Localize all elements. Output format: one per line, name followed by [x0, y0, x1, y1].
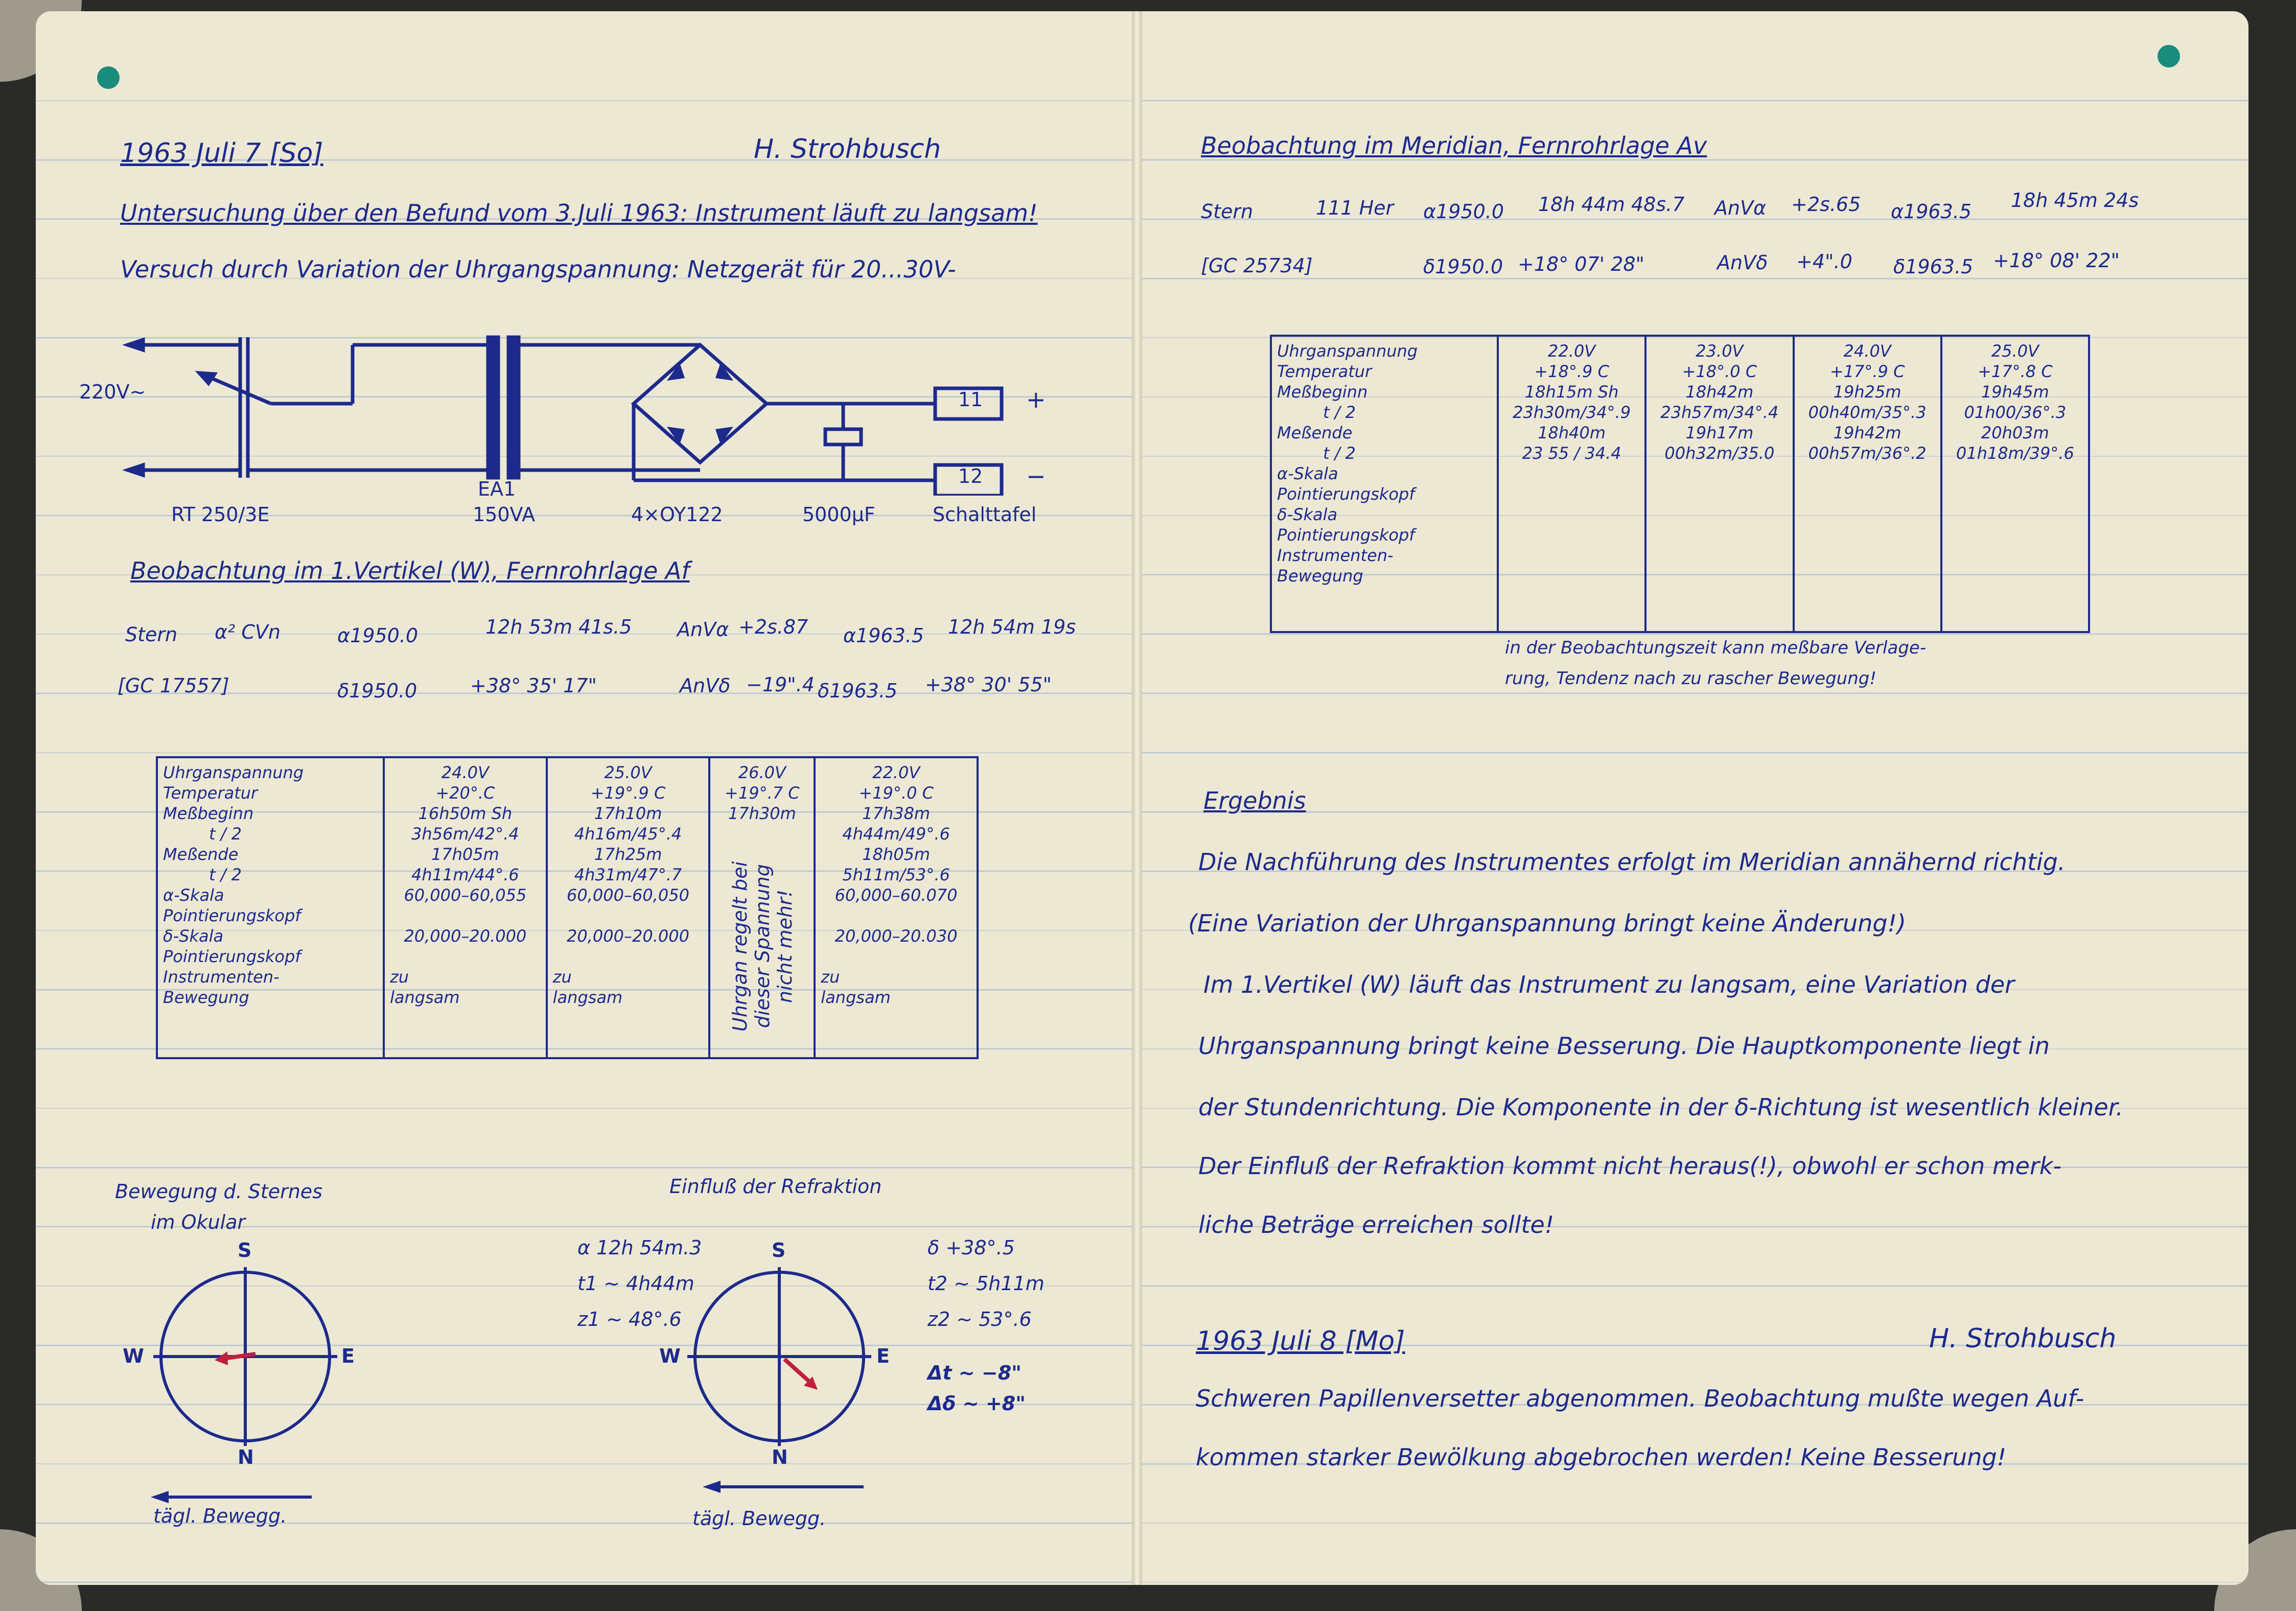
cell-voltage: 22.0V [1548, 341, 1596, 361]
label-start: Meßbeginn [163, 804, 254, 823]
refraction-circle-diagram [662, 1236, 897, 1472]
entry-date: 1963 Juli 7 [So] [120, 138, 323, 169]
entry2-line-2: kommen starker Bewölkung abgebrochen werden! Keine Besserung! [1196, 1443, 2007, 1471]
r-delta-1950-value: +18° 07' 28" [1518, 253, 1644, 275]
diagram2-alpha: α 12h 54m.3 [577, 1236, 702, 1259]
cell-delta: 20,000–20.000 [404, 926, 527, 946]
eyepiece-circle-diagram [128, 1236, 363, 1472]
cell-move-1: zu [390, 967, 409, 987]
diagram1-north: N [238, 1446, 254, 1468]
right-table-col-2 [1645, 336, 1793, 632]
r-delta-1950-label: δ1950.0 [1423, 255, 1503, 278]
gc-label: [GC 17557] [118, 674, 229, 697]
r-alpha-1963-label: α1963.5 [1891, 200, 1972, 223]
circuit-box-12: 12 [958, 465, 983, 487]
cell-move-2: langsam [821, 988, 891, 1007]
diagram2-west: W [659, 1345, 681, 1367]
alpha-1950-label: α1950.0 [337, 624, 419, 647]
label-end-t2: t / 2 [209, 865, 242, 884]
cell-alpha: 60,000–60.070 [834, 885, 958, 905]
book-spine [1132, 11, 1142, 1585]
cell-end: 18h05m [862, 845, 931, 864]
entry2-line-1: Schweren Papillenversetter abgenommen. Beobachtung mußte wegen Auf- [1196, 1385, 2084, 1412]
cell-end: 19h42m [1833, 423, 1901, 442]
left-table-col-1 [384, 757, 547, 1058]
circuit-box-11: 11 [958, 388, 983, 411]
result-line-4: Uhrganspannung bringt keine Besserung. Die Hauptkomponente liegt in [1198, 1032, 2050, 1060]
alpha-1950-value: 12h 53m 41s.5 [485, 616, 632, 638]
cell-start: 17h38m [862, 804, 931, 823]
cell-start-t2: 00h40m/35°.3 [1808, 403, 1927, 422]
circuit-input-label: 220V~ [79, 381, 146, 403]
label-alpha-scale: α-Skala [163, 885, 224, 905]
r-alpha-1963-value: 18h 45m 24s [2011, 189, 2139, 212]
right-table-col-4 [1941, 336, 2089, 632]
cell-temp: +17°.9 C [1829, 362, 1905, 381]
label-delta-head: Pointierungskopf [163, 947, 301, 966]
r-anv-alpha-value: +2s.65 [1791, 193, 1861, 216]
label-movement: Bewegung [1277, 566, 1363, 586]
circuit-diagram [112, 327, 1058, 496]
cell-voltage: 26.0V [738, 763, 786, 782]
left-table-labels [157, 757, 384, 1058]
daily-motion-arrow-2 [700, 1477, 869, 1497]
result-line-1: Die Nachführung des Instrumentes erfolgt im Meridian annähernd richtig. [1198, 848, 2066, 876]
cell-move-1: zu [821, 967, 840, 987]
delta-1950-value: +38° 35' 17" [470, 674, 597, 697]
cell-start-t2: 01h00/36°.3 [1964, 403, 2067, 422]
left-observation-table [156, 756, 979, 1059]
diagram2-arrow-label: tägl. Bewegg. [692, 1507, 826, 1530]
r-delta-1963-label: δ1963.5 [1893, 255, 1974, 278]
left-table-col-4 [815, 757, 978, 1058]
cell-alpha: 60,000–60,050 [567, 885, 689, 905]
anv-delta-value: −19".4 [746, 673, 815, 696]
r-anv-delta-label: AnVδ [1717, 251, 1768, 274]
cell-start-t2: 23h57m/34°.4 [1660, 403, 1779, 422]
cell-end: 17h05m [431, 845, 499, 864]
label-alpha-head: Pointierungskopf [1277, 484, 1415, 504]
result-line-5: der Stundenrichtung. Die Komponente in der δ-Richtung ist wesentlich kleiner. [1198, 1093, 2124, 1121]
cell-delta: 20,000–20.000 [567, 926, 689, 946]
cell-voltage: 25.0V [1991, 341, 2039, 361]
circuit-plus: + [1026, 386, 1046, 413]
circuit-part-transformer: RT 250/3E [171, 503, 270, 526]
diagram2-title: Einfluß der Refraktion [669, 1175, 882, 1198]
cell-start: 18h42m [1685, 382, 1754, 402]
cell-temp: +18°.9 C [1534, 362, 1609, 381]
cell-voltage: 25.0V [604, 763, 652, 782]
circuit-minus: − [1026, 462, 1046, 490]
cell-note-vertical: Uhrgan regelt bei dieser Spannung nicht mehr! [729, 861, 797, 1032]
circuit-part-capacitor: 5000µF [802, 503, 875, 526]
label-start-t2: t / 2 [1323, 403, 1356, 422]
label-start: Meßbeginn [1277, 382, 1368, 402]
entry2-date: 1963 Juli 8 [Mo] [1196, 1326, 1405, 1357]
circuit-part-panel: Schalttafel [933, 503, 1037, 526]
cell-alpha: 60,000–60,055 [404, 885, 527, 905]
right-table-labels [1271, 336, 1498, 632]
cell-temp: +20°.C [435, 783, 495, 803]
cell-start-t2: 4h44m/49°.6 [842, 824, 950, 844]
pin-left [97, 66, 120, 89]
cell-end-t2: 4h31m/47°.7 [574, 865, 682, 884]
star-label: Stern [125, 623, 178, 646]
left-table-col-3 [709, 757, 815, 1058]
r-alpha-1950-label: α1950.0 [1423, 200, 1504, 223]
entry-line-2: Versuch durch Variation der Uhrgangspannung: Netzgerät für 20...30V- [120, 255, 956, 283]
label-end-t2: t / 2 [1323, 443, 1356, 463]
label-end: Meßende [1277, 423, 1353, 442]
cell-start-t2: 3h56m/42°.4 [411, 824, 519, 844]
diagram2-south: S [772, 1239, 786, 1262]
meridian-title: Beobachtung im Meridian, Fernrohrlage Av [1201, 132, 1707, 159]
label-delta-scale: δ-Skala [163, 926, 224, 946]
label-voltage: Uhrganspannung [163, 763, 304, 782]
entry-author: H. Strohbusch [754, 134, 941, 165]
label-movement: Bewegung [163, 988, 249, 1007]
diagram2-dt: Δt ~ −8" [927, 1362, 1022, 1384]
delta-1950-label: δ1950.0 [337, 680, 418, 702]
diagram2-z2: z2 ~ 53°.6 [927, 1308, 1032, 1330]
circuit-part-diodes: 4×OY122 [631, 503, 723, 526]
cell-voltage: 24.0V [441, 763, 489, 782]
label-voltage: Uhrganspannung [1277, 341, 1418, 361]
result-line-2: (Eine Variation der Uhrganspannung bringt keine Änderung!) [1188, 909, 1906, 937]
pin-right [2158, 45, 2180, 67]
diagram1-west: W [123, 1345, 144, 1367]
label-delta-head: Pointierungskopf [1277, 525, 1415, 545]
cell-start: 18h15m Sh [1524, 382, 1619, 402]
right-table-note-1: in der Beobachtungszeit kann meßbare Verlage- [1505, 638, 1927, 658]
cell-end-t2: 00h57m/36°.2 [1808, 443, 1927, 463]
cell-move-2: langsam [390, 988, 460, 1007]
r-delta-1963-value: +18° 08' 22" [1993, 249, 2120, 272]
diagram2-north: N [772, 1446, 788, 1468]
cell-temp: +18°.0 C [1682, 362, 1757, 381]
delta-1963-value: +38° 30' 55" [925, 673, 1052, 696]
anv-alpha-label: AnVα [677, 618, 729, 641]
right-table-col-1 [1498, 336, 1645, 632]
cell-end: 17h25m [594, 845, 662, 864]
cell-end: 20h03m [1981, 423, 2049, 442]
cell-end-t2: 5h11m/53°.6 [842, 865, 950, 884]
diagram1-arrow-label: tägl. Bewegg. [153, 1505, 287, 1527]
entry-line-1: Untersuchung über den Befund vom 3.Juli 1963: Instrument läuft zu langsam! [120, 199, 1038, 227]
result-line-6: Der Einfluß der Refraktion kommt nicht heraus(!), obwohl er schon merk- [1198, 1152, 2062, 1180]
anv-delta-label: AnVδ [680, 674, 731, 697]
r-gc-label: [GC 25734] [1201, 254, 1313, 277]
cell-start: 17h30m [728, 804, 796, 823]
diagram2-delta: δ +38°.5 [927, 1236, 1015, 1259]
cell-start: 19h45m [1981, 382, 2049, 402]
diagram2-z1: z1 ~ 48°.6 [577, 1308, 682, 1330]
right-table-col-3 [1794, 336, 1941, 632]
circuit-part-ea1: EA1 [478, 478, 516, 500]
result-line-7: liche Beträge erreichen sollte! [1198, 1211, 1555, 1239]
cell-delta: 20,000–20.030 [834, 926, 958, 946]
cell-end-t2: 00h32m/35.0 [1664, 443, 1775, 463]
right-table-note-2: rung, Tendenz nach zu rascher Bewegung! [1505, 668, 1876, 689]
cell-move-1: zu [552, 967, 572, 987]
star-name: α² CVn [215, 621, 281, 643]
label-instrument: Instrumenten- [1277, 546, 1394, 565]
diagram2-t2: t2 ~ 5h11m [927, 1272, 1045, 1295]
delta-1963-label: δ1963.5 [818, 680, 898, 702]
label-end: Meßende [163, 845, 239, 864]
r-anv-delta-value: +4".0 [1796, 250, 1852, 273]
label-alpha-head: Pointierungskopf [163, 906, 301, 925]
cell-start: 17h10m [594, 804, 662, 823]
diagram1-title-1: Bewegung d. Sternes [115, 1180, 322, 1203]
diagram1-title-2: im Okular [151, 1211, 246, 1233]
daily-motion-arrow-1 [148, 1487, 317, 1507]
label-start-t2: t / 2 [209, 824, 242, 844]
right-observation-table [1270, 335, 2090, 633]
label-temperature: Temperatur [1277, 362, 1372, 381]
cell-end-t2: 23 55 / 34.4 [1522, 443, 1621, 463]
cell-temp: +19°.7 C [725, 783, 800, 803]
label-temperature: Temperatur [163, 783, 258, 803]
label-instrument: Instrumenten- [163, 967, 280, 987]
cell-move-2: langsam [552, 988, 623, 1007]
cell-start: 19h25m [1833, 382, 1901, 402]
diagram2-t1: t1 ~ 4h44m [577, 1272, 694, 1295]
cell-voltage: 22.0V [872, 763, 920, 782]
cell-end-t2: 01h18m/39°.6 [1956, 443, 2074, 463]
cell-start-t2: 4h16m/45°.4 [574, 824, 682, 844]
label-alpha-scale: α-Skala [1277, 464, 1338, 483]
cell-temp: +19°.0 C [859, 783, 934, 803]
result-line-3: Im 1.Vertikel (W) läuft das Instrument zu langsam, eine Variation der [1203, 971, 2015, 998]
cell-temp: +17°.8 C [1978, 362, 2053, 381]
diagram1-east: E [341, 1345, 355, 1367]
section-title-vertical: Beobachtung im 1.Vertikel (W), Fernrohrlage Af [130, 557, 690, 585]
result-title: Ergebnis [1203, 787, 1306, 814]
diagram2-dd: Δδ ~ +8" [927, 1392, 1026, 1415]
cell-voltage: 23.0V [1696, 341, 1744, 361]
cell-end-t2: 4h11m/44°.6 [411, 865, 519, 884]
cell-end: 19h17m [1685, 423, 1754, 442]
cell-temp: +19°.9 C [590, 783, 666, 803]
label-delta-scale: δ-Skala [1277, 505, 1338, 524]
diagram1-south: S [238, 1239, 252, 1262]
diagram2-east: E [876, 1345, 890, 1367]
r-star-name: 111 Her [1316, 197, 1394, 219]
cell-voltage: 24.0V [1843, 341, 1891, 361]
left-table-col-2 [547, 757, 710, 1058]
cell-end: 18h40m [1538, 423, 1606, 442]
alpha-1963-value: 12h 54m 19s [948, 616, 1076, 638]
entry2-author: H. Strohbusch [1929, 1323, 2117, 1354]
anv-alpha-value: +2s.87 [738, 616, 808, 638]
r-star-label: Stern [1201, 200, 1254, 223]
cell-start-t2: 23h30m/34°.9 [1513, 403, 1631, 422]
r-alpha-1950-value: 18h 44m 48s.7 [1538, 193, 1685, 216]
r-anv-alpha-label: AnVα [1714, 197, 1767, 219]
alpha-1963-label: α1963.5 [843, 624, 924, 647]
cell-start: 16h50m Sh [418, 804, 513, 823]
circuit-part-150va: 150VA [473, 503, 536, 526]
